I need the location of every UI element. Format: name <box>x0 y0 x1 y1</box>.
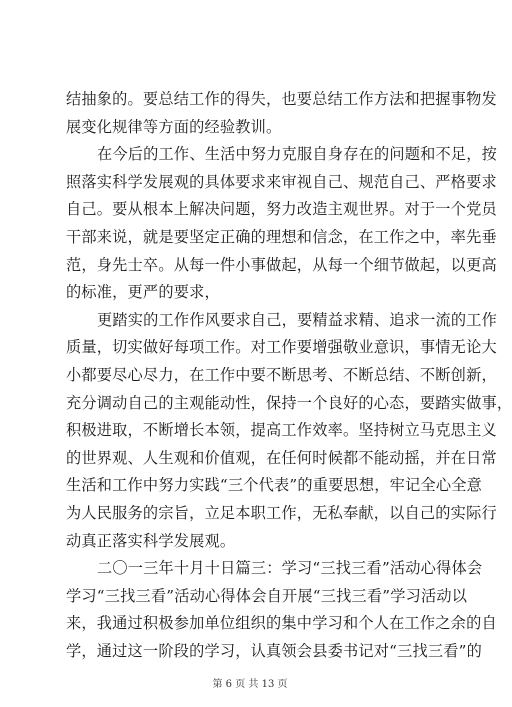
text-line: 为人民服务的宗旨，立足本职工作，无私奉献，以自己的实际行 <box>66 503 497 522</box>
text-line: 来，我通过积极参加单位组织的集中学习和个人在工作之余的自 <box>66 614 497 633</box>
text-line: 的世界观、人生观和价值观，在任何时候都不能动摇，并在日常 <box>66 448 497 467</box>
text-line: 二〇一三年十月十日篇三：学习“三找三看”活动心得体会 <box>97 559 483 578</box>
text-line: 质量，切实做好每项工作。对工作要增强敬业意识，事情无论大 <box>66 338 497 357</box>
text-line: 自己。要从根本上解决问题，努力改造主观世界。对于一个党员 <box>66 200 497 219</box>
text-line: 充分调动自己的主观能动性，保持一个良好的心态，要踏实做事， <box>66 393 512 412</box>
text-line: 的标准，更严的要求， <box>66 283 220 302</box>
text-line: 学，通过这一阶段的学习，认真领会县委书记对“三找三看”的 <box>66 641 483 660</box>
text-line: 照落实科学发展观的具体要求来审视自己、规范自己、严格要求 <box>66 172 497 191</box>
text-line: 在今后的工作、生活中努力克服自身存在的问题和不足，按 <box>97 145 498 164</box>
text-line: 干部来说，就是要坚定正确的理想和信念，在工作之中，率先垂 <box>66 227 497 246</box>
text-line: 结抽象的。要总结工作的得失，也要总结工作方法和把握事物发 <box>66 90 497 108</box>
text-line: 展变化规律等方面的经验教训。 <box>66 117 282 136</box>
body-text <box>66 86 512 665</box>
text-line: 学习“三找三看”活动心得体会自开展“三找三看”学习活动以 <box>66 586 468 605</box>
text-line: 动真正落实科学发展观。 <box>66 531 236 550</box>
text-line: 小都要尽心尽力，在工作中要不断思考、不断总结、不断创新， <box>66 365 497 384</box>
text-line: 积极进取，不断增长本领，提高工作效率。坚持树立马克思主义 <box>66 421 497 440</box>
text-line: 生活和工作中努力实践“三个代表”的重要思想，牢记全心全意 <box>66 476 483 495</box>
page-footer: 第 6 页 共 13 页 <box>212 679 288 690</box>
text-line: 更踏实的工作作风要求自己，要精益求精、追求一流的工作 <box>97 310 498 329</box>
text-line: 范，身先士卒。从每一件小事做起，从每一个细节做起，以更高 <box>66 255 497 274</box>
